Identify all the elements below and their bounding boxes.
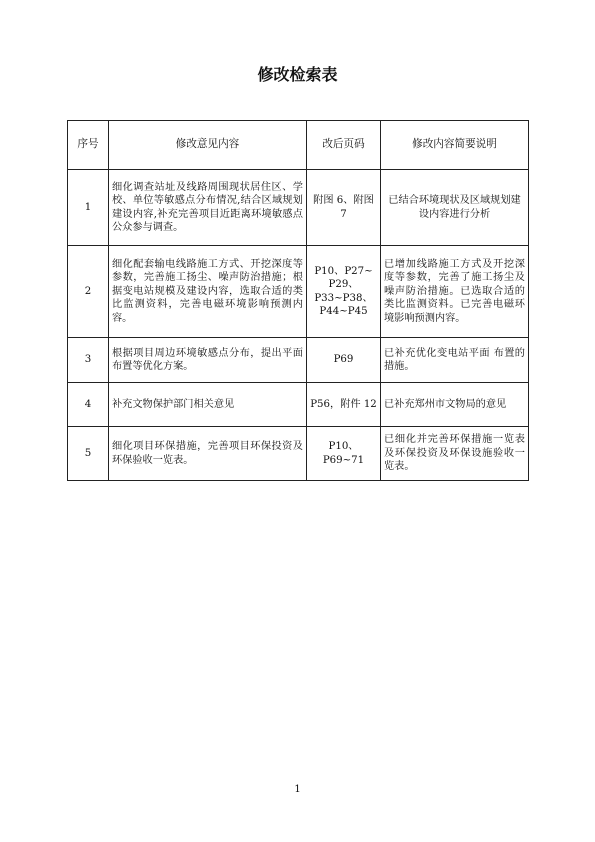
row-description: 已增加线路施工方式及开挖深度等参数，完善了施工扬尘及噪声防治措施。已选取合适的类比监测资料。已完善电磁环境影响预测内容。 — [381, 246, 529, 338]
row-number: 1 — [68, 170, 109, 246]
table-row — [68, 338, 529, 383]
page-title: 修改检索表 — [257, 65, 338, 84]
table-row — [68, 246, 529, 338]
row-opinion: 细化项目环保措施，完善项目环保投资及环保验收一览表。 — [109, 427, 307, 481]
table-row — [68, 427, 529, 481]
page-number: 1 — [294, 784, 301, 795]
row-description: 已结合环境现状及区域规划建设内容进行分析 — [381, 170, 529, 246]
row-number: 2 — [68, 246, 109, 338]
row-number: 5 — [68, 427, 109, 481]
row-opinion: 细化调查站址及线路周围现状居住区、学校、单位等敏感点分布情况,结合区域规划建设内容,补充完善项目近距离环境敏感点公众参与调查。 — [109, 170, 307, 246]
row-opinion: 补充文物保护部门相关意见 — [109, 383, 307, 427]
row-description: 已补充优化变电站平面 布置的措施。 — [381, 338, 529, 383]
row-description: 已细化并完善环保措施一览表及环保投资及环保设施验收一览表。 — [381, 427, 529, 481]
row-number: 3 — [68, 338, 109, 383]
table-header-row — [68, 121, 529, 170]
table-row — [68, 170, 529, 246]
row-opinion: 根据项目周边环境敏感点分布，提出平面布置等优化方案。 — [109, 338, 307, 383]
header-description: 修改内容简要说明 — [381, 121, 529, 170]
header-number: 序号 — [68, 121, 109, 170]
header-page: 改后页码 — [307, 121, 381, 170]
revision-table — [67, 120, 529, 481]
header-opinion: 修改意见内容 — [109, 121, 307, 170]
row-description: 已补充郑州市文物局的意见 — [381, 383, 529, 427]
row-opinion: 细化配套输电线路施工方式、开挖深度等参数，完善施工扬尘、噪声防治措施；根据变电站规模及建设内容，选取合适的类比监测资料，完善电磁环境影响预测内容。 — [109, 246, 307, 338]
table-row — [68, 383, 529, 427]
row-page: P69 — [307, 338, 381, 383]
row-number: 4 — [68, 383, 109, 427]
row-page: 附图 6、附图 7 — [307, 170, 381, 246]
row-page: P56，附件 12 — [307, 383, 381, 427]
row-page: P10、P27~ P29、P33~P38、P44~P45 — [307, 246, 381, 338]
row-page: P10、P69~71 — [307, 427, 381, 481]
